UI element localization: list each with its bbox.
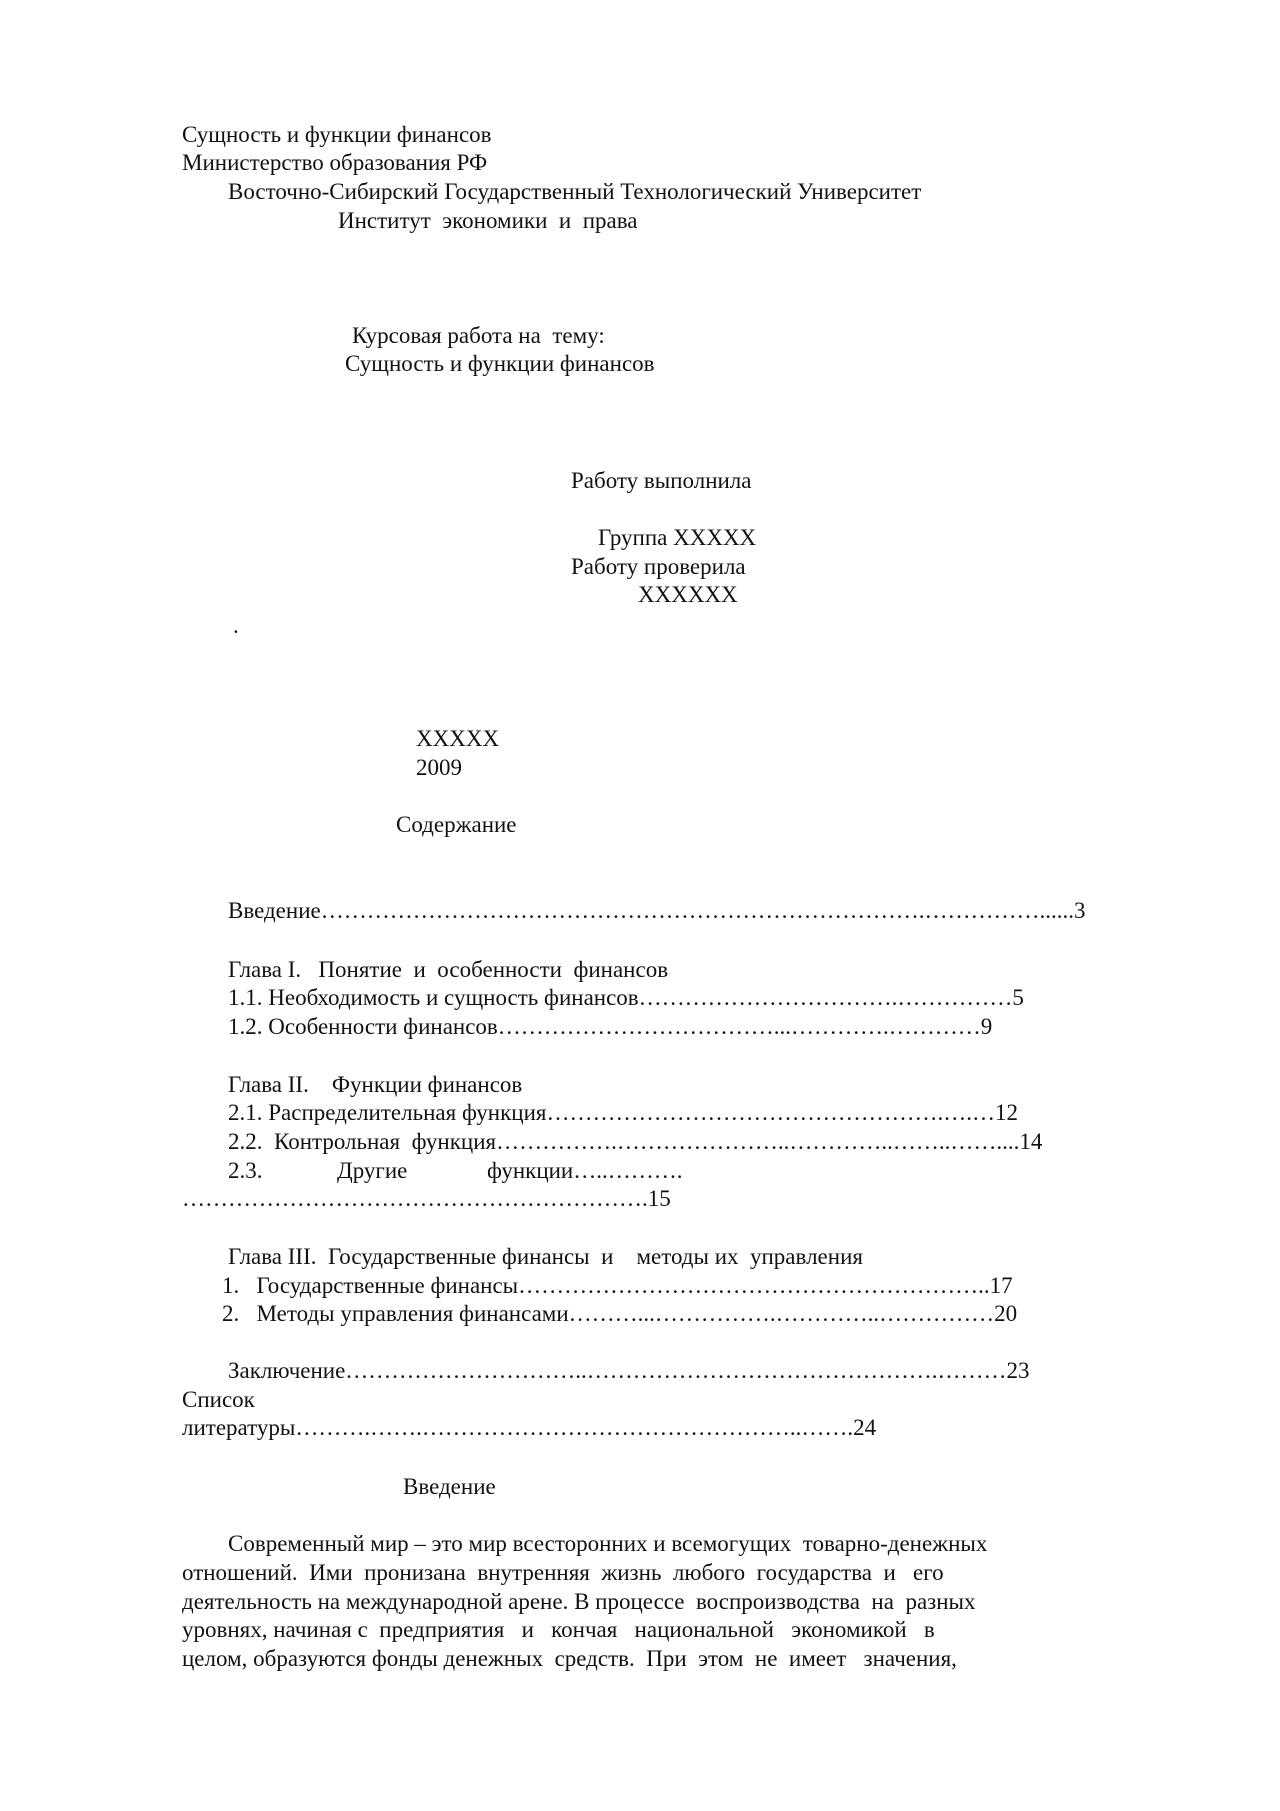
stray-dot: . — [233, 613, 239, 638]
toc-item-3-1: 1. Государственные финансы……………………………………………………..17 — [222, 1273, 1013, 1298]
toc-item-3-2: 2. Методы управления финансами………...…………….…………..……………20 — [222, 1301, 1018, 1326]
toc-chapter-1-title: Глава I. Понятие и особенности финансов — [228, 957, 669, 982]
toc-item-1-2: 1.2. Особенности финансов………………………………...………….…………9 — [228, 1014, 993, 1039]
toc-item-2-3-label: Другие — [337, 1158, 408, 1183]
toc-chapter-2-title: Глава II. Функции финансов — [228, 1072, 523, 1097]
toc-item-2-2: 2.2. Контрольная функция…………….…………………..…………..……..……....14 — [228, 1129, 1043, 1154]
institute-name: Институт экономики и права — [338, 208, 638, 233]
year: 2009 — [416, 755, 462, 780]
university-name: Восточно-Сибирский Государственный Технологический Университет — [228, 179, 922, 204]
toc-intro: Введение…………………………………………………………………….……………......3 — [228, 898, 1086, 923]
toc-item-2-3-continuation: …………………………………………………….15 — [182, 1186, 671, 1211]
checked-by-label: Работу проверила — [571, 554, 746, 579]
course-work-label: Курсовая работа на тему: — [352, 323, 605, 348]
ministry-name: Министерство образования РФ — [182, 150, 488, 175]
toc-item-2-1: 2.1. Распределительная функция…………………………………………….….…12 — [228, 1100, 1018, 1125]
document-title: Сущность и функции финансов — [182, 122, 492, 147]
toc-item-2-3-number: 2.3. — [228, 1158, 263, 1183]
group-label: Группа XXXXX — [598, 525, 757, 550]
intro-paragraph-line-3: деятельность на международной арене. В процессе воспроизводства на разных — [182, 1589, 976, 1614]
intro-paragraph-line-5: целом, образуются фонды денежных средств. При этом не имеет значения, — [182, 1646, 957, 1671]
toc-conclusion: Заключение…………………………..……………………………………….………23 — [228, 1358, 1030, 1383]
toc-chapter-3-title: Глава III. Государственные финансы и методы их управления — [228, 1244, 863, 1269]
intro-heading: Введение — [403, 1474, 496, 1499]
city-placeholder: XXXXX — [416, 726, 500, 751]
toc-literature-line-2: литературы……….…….…………………………………………..…….24 — [182, 1415, 877, 1440]
intro-paragraph-line-1: Современный мир – это мир всесторонних и всемогущих товарно-денежных — [228, 1531, 988, 1556]
done-by-label: Работу выполнила — [571, 468, 752, 493]
checker-name: XXXXXX — [638, 582, 738, 607]
intro-paragraph-line-4: уровнях, начиная с предприятия и кончая национальной экономикой в — [182, 1617, 935, 1642]
toc-heading: Содержание — [396, 812, 517, 837]
toc-literature-line-1: Список — [182, 1387, 255, 1412]
toc-item-2-3-word: функции…..………. — [487, 1158, 683, 1183]
intro-paragraph-line-2: отношений. Ими пронизана внутренняя жизнь любого государства и его — [182, 1560, 944, 1585]
course-work-topic: Сущность и функции финансов — [345, 351, 655, 376]
toc-item-1-1: 1.1. Необходимость и сущность финансов…………………………….……………5 — [228, 985, 1024, 1010]
